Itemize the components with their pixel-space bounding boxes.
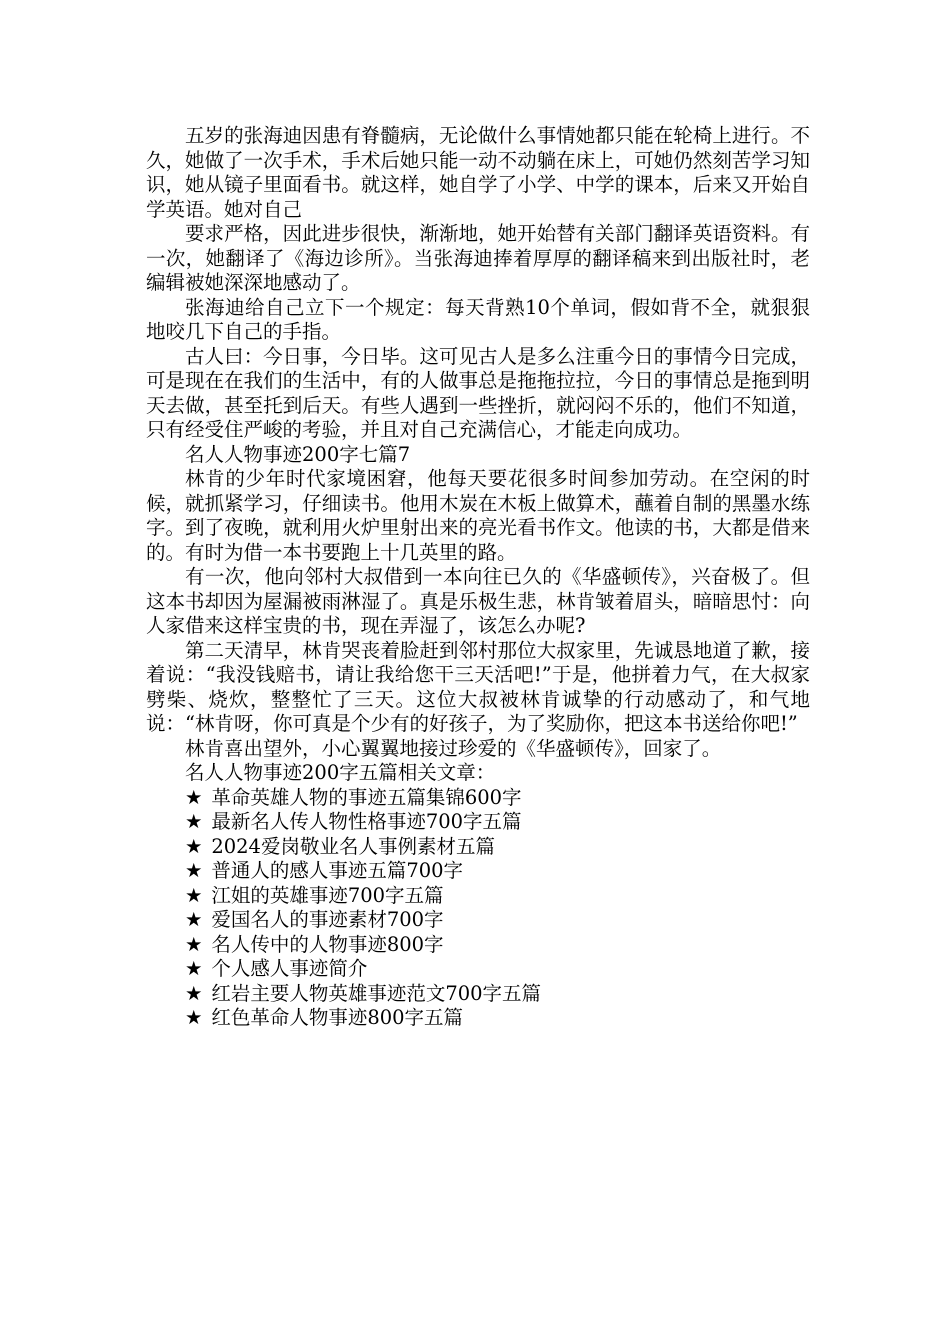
paragraph-4: 古人曰：今日事，今日毕。这可见古人是多么注重今日的事情今日完成，可是现在在我们的生活中，有的人做事总是拖拖拉拉，今日的事情总是拖到明天去做，甚至托到后天。有些人遇到一些挫折，就闷闷不乐的，他们不知道，只有经受住严峻的考验，并且对自己充满信心，才能走向成功。 [146,344,810,441]
related-article-title: 名人传中的人物事迹800字 [211,932,444,956]
related-article-link[interactable] [185,933,810,958]
related-article-title: 红色革命人物事迹800字五篇 [211,1006,464,1029]
section-title: 名人人物事迹200字七篇7 [185,442,411,466]
related-article-title: 爱国名人的事迹素材700字 [211,908,444,931]
related-article-title: 最新名人传人物性格事迹700字五篇 [211,810,522,833]
related-articles-heading: 名人人物事迹200字五篇相关文章： [185,761,496,784]
related-article-title: 2024爱岗敬业名人事例素材五篇 [211,834,495,858]
related-article-title: 个人感人事迹简介 [211,957,368,980]
related-article-link[interactable] [185,835,810,860]
paragraph-8: 林肯喜出望外，小心翼翼地接过珍爱的《华盛顿传》，回家了。 [185,736,722,760]
paragraph-3: 张海迪给自己立下一个规定：每天背熟10个单词，假如背不全，就狠狠地咬几下自己的手指。 [146,295,810,343]
related-articles-list [146,786,810,1031]
document-page [146,124,810,1031]
related-article-title: 红岩主要人物英雄事迹范文700字五篇 [211,981,542,1005]
related-article-link[interactable] [185,859,810,884]
star-icon: ★ [185,859,203,882]
related-article-link[interactable] [185,786,810,811]
star-icon: ★ [185,785,203,809]
star-icon: ★ [185,957,203,980]
related-article-link[interactable] [185,908,810,933]
related-article-title: 江姐的英雄事迹700字五篇 [211,883,444,907]
star-icon: ★ [185,932,203,956]
related-article-link[interactable] [185,1006,810,1031]
related-article-link[interactable] [185,884,810,909]
related-article-link[interactable] [185,810,810,835]
related-article-link[interactable] [185,957,810,982]
paragraph-1: 五岁的张海迪因患有脊髓病，无论做什么事情她都只能在轮椅上进行。不久，她做了一次手术，手术后她只能一动不动躺在床上，可她仍然刻苦学习知识，她从镜子里面看书。就这样，她自学了小学、中学的课本，后来又开始自学英语。她对自己 [146,124,810,221]
star-icon: ★ [185,834,203,858]
star-icon: ★ [185,981,203,1005]
paragraph-6: 有一次，他向邻村大叔借到一本向往已久的《华盛顿传》，兴奋极了。但这本书却因为屋漏被雨淋湿了。真是乐极生悲，林肯皱着眉头，暗暗思忖：向人家借来这样宝贵的书，现在弄湿了，该怎么办呢? [146,565,810,637]
paragraph-5: 林肯的少年时代家境困窘，他每天要花很多时间参加劳动。在空闲的时候，就抓紧学习，仔细读书。他用木炭在木板上做算术，蘸着自制的黑墨水练字。到了夜晚，就利用火炉里射出来的亮光看书作文。他读的书，大都是借来的。有时为借一本书要跑上十几英里的路。 [146,467,810,564]
star-icon: ★ [185,1006,203,1029]
star-icon: ★ [185,883,203,907]
paragraph-2: 要求严格，因此进步很快，渐渐地，她开始替有关部门翻译英语资料。有一次，她翻译了《海边诊所》。当张海迪捧着厚厚的翻译稿来到出版社时，老编辑被她深深地感动了。 [146,222,810,294]
related-article-title: 革命英雄人物的事迹五篇集锦600字 [211,785,522,809]
star-icon: ★ [185,908,203,931]
related-article-link[interactable] [185,982,810,1007]
paragraph-7: 第二天清早，林肯哭丧着脸赶到邻村那位大叔家里，先诚恳地道了歉，接着说：“我没钱赔书，请让我给您干三天活吧!”于是，他拼着力气，在大叔家劈柴、烧炊，整整忙了三天。这位大叔被林肯诚挚的行动感动了，和气地说：“林肯呀，你可真是个少有的好孩子，为了奖励你，把这本书送给你吧!” [146,638,810,735]
star-icon: ★ [185,810,203,833]
related-article-title: 普通人的感人事迹五篇700字 [211,859,464,882]
